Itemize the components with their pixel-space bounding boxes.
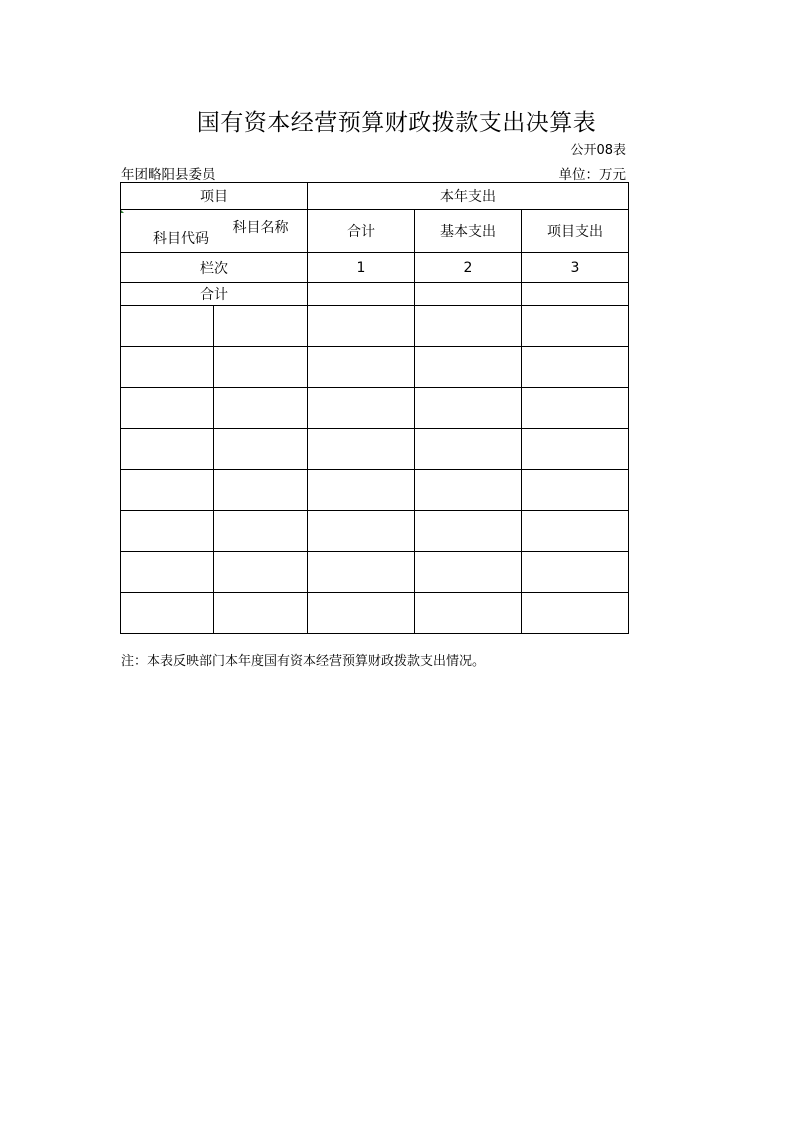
total-cell xyxy=(415,283,522,306)
table-cell xyxy=(522,429,629,470)
table-cell xyxy=(121,347,214,388)
table-cell xyxy=(415,429,522,470)
table-cell xyxy=(308,552,415,593)
column-index-2: 2 xyxy=(415,253,522,283)
header-code-label: 科目代码 xyxy=(153,231,209,247)
row-index-label: 栏次 xyxy=(121,253,308,283)
table-cell xyxy=(121,388,214,429)
page-title: 国有资本经营预算财政拨款支出决算表 xyxy=(196,110,597,136)
table-row xyxy=(121,593,629,634)
table-cell xyxy=(415,347,522,388)
total-row xyxy=(121,283,629,306)
budget-table xyxy=(120,182,629,634)
table-cell xyxy=(214,511,308,552)
column-index-row xyxy=(121,253,629,283)
header-code xyxy=(121,210,214,253)
header-name xyxy=(214,210,308,253)
table-row xyxy=(121,306,629,347)
table-row xyxy=(121,347,629,388)
total-label: 合计 xyxy=(121,283,308,306)
form-number: 公开08表 xyxy=(570,143,626,158)
total-cell xyxy=(522,283,629,306)
table-cell xyxy=(522,593,629,634)
table-cell xyxy=(214,593,308,634)
table-cell xyxy=(214,388,308,429)
table-cell xyxy=(121,429,214,470)
table-cell xyxy=(121,593,214,634)
table-cell xyxy=(214,347,308,388)
column-index-1: 1 xyxy=(308,253,415,283)
table-cell xyxy=(522,552,629,593)
header-total: 合计 xyxy=(308,210,415,253)
table-cell xyxy=(415,470,522,511)
table-row xyxy=(121,388,629,429)
total-cell xyxy=(308,283,415,306)
header-project: 项目支出 xyxy=(522,210,629,253)
table-cell xyxy=(522,470,629,511)
table-cell xyxy=(415,511,522,552)
table-cell xyxy=(415,552,522,593)
table-cell xyxy=(308,347,415,388)
table-cell xyxy=(121,511,214,552)
table-row xyxy=(121,552,629,593)
table-cell xyxy=(121,306,214,347)
table-cell xyxy=(308,511,415,552)
organization-name: 年团略阳县委员 xyxy=(121,167,216,183)
table-cell xyxy=(522,388,629,429)
table-cell xyxy=(522,511,629,552)
table-cell xyxy=(121,552,214,593)
table-cell xyxy=(308,470,415,511)
table-row xyxy=(121,470,629,511)
table-cell xyxy=(522,347,629,388)
header-name-label: 科目名称 xyxy=(232,220,289,236)
header-item-label: 项目 xyxy=(200,189,228,205)
table-cell xyxy=(415,388,522,429)
table-cell xyxy=(308,593,415,634)
table-cell xyxy=(214,552,308,593)
header-row-2 xyxy=(121,210,629,253)
table-cell xyxy=(308,429,415,470)
footnote: 注：本表反映部门本年度国有资本经营预算财政拨款支出情况。 xyxy=(121,654,486,669)
table-cell xyxy=(415,306,522,347)
table-cell xyxy=(308,388,415,429)
header-basic: 基本支出 xyxy=(415,210,522,253)
header-row-1 xyxy=(121,183,629,210)
column-index-3: 3 xyxy=(522,253,629,283)
table-cell xyxy=(121,470,214,511)
unit-label: 单位：万元 xyxy=(558,167,626,183)
header-item xyxy=(121,183,308,210)
table-cell xyxy=(415,593,522,634)
table-cell xyxy=(214,306,308,347)
table-cell xyxy=(214,429,308,470)
table-cell xyxy=(308,306,415,347)
table-cell xyxy=(214,470,308,511)
header-expense: 本年支出 xyxy=(308,183,629,210)
table-cell xyxy=(522,306,629,347)
table-row xyxy=(121,511,629,552)
table-row xyxy=(121,429,629,470)
